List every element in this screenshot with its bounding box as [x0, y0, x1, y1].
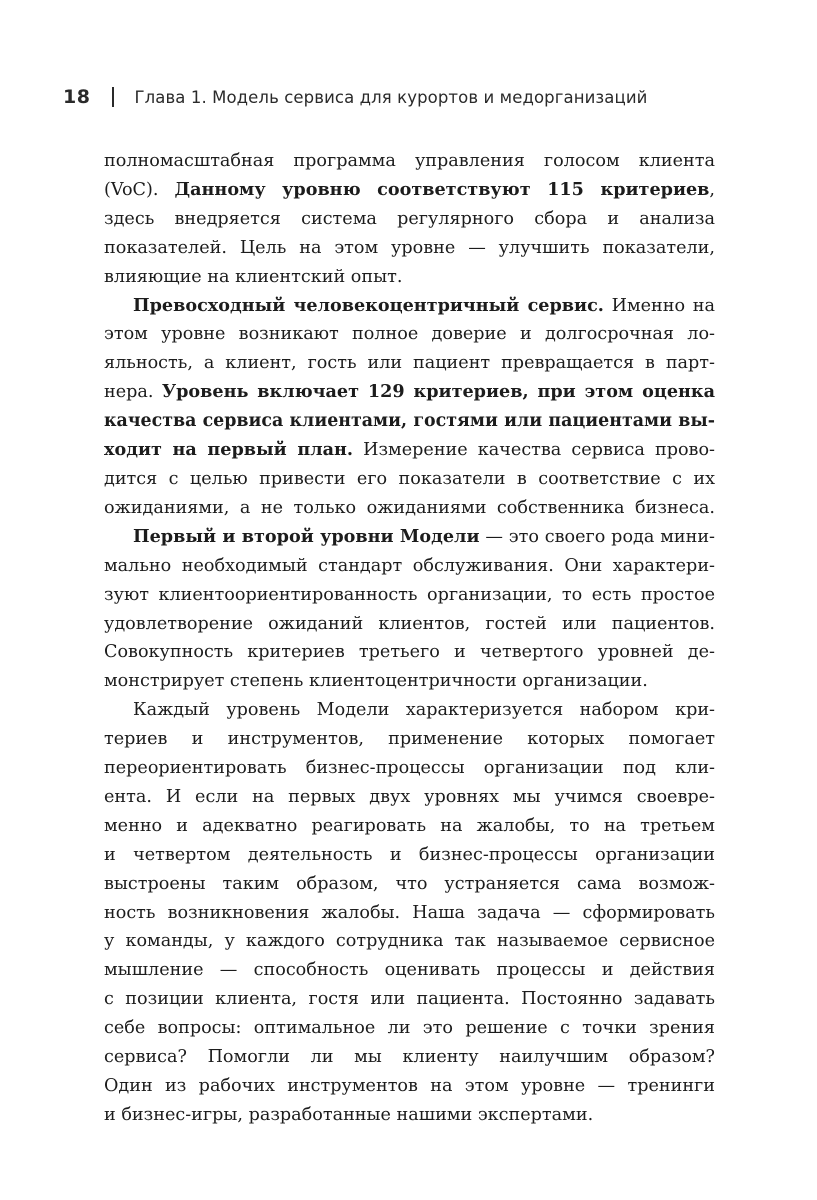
paragraph-3 — [104, 523, 715, 696]
bold-run: ходит на первый план. — [104, 439, 354, 461]
text-line: дится с целью привести его показатели в соответствие с их — [104, 468, 715, 489]
text-line: ожиданиями, а не только ожиданиями собственника бизнеса. — [104, 497, 715, 518]
text-line: влияющие на клиентский опыт. — [104, 266, 403, 287]
text-line — [104, 292, 715, 321]
text-line: переориентировать бизнес-процессы организации под кли- — [104, 758, 715, 779]
text-line: Каждый уровень Модели характеризуется набором кри- — [133, 700, 715, 721]
page-number: 18 — [63, 86, 91, 108]
text-line: менно и адекватно реагировать на жалобы, то на третьем — [104, 815, 715, 836]
text-line: ность возникновения жалобы. Наша задача — сформировать — [104, 902, 715, 923]
text-run: — это своего рода мини- — [479, 526, 715, 547]
text-line: монстрирует степень клиентоцентричности организации. — [104, 671, 648, 692]
bold-run: Данному уровню соответствуют 115 критериев — [174, 178, 710, 200]
text-line: Совокупность критериев третьего и четвертого уровней де- — [104, 642, 715, 663]
bold-run: Первый и второй уровни Модели — [133, 525, 480, 547]
text-line: себе вопросы: оптимальное ли это решение с точки зрения — [104, 1018, 715, 1039]
text-line: яльность, а клиент, гость или пациент превращается в парт- — [104, 353, 715, 374]
text-line: териев и инструментов, применение которых помогает — [104, 729, 715, 750]
text-line: ента. И если на первых двух уровнях мы учимся своевре- — [104, 786, 715, 807]
text-line: полномасштабная программа управления голосом клиента — [104, 151, 715, 171]
text-line: здесь внедряется система регулярного сбора и анализа — [104, 208, 715, 229]
paragraph-4 — [104, 696, 715, 1130]
text-line — [104, 523, 715, 552]
text-line: мально необходимый стандарт обслуживания. Они характери- — [104, 555, 715, 576]
text-line: у команды, у каждого сотрудника так называемое сервисное — [104, 931, 715, 952]
bold-run: Уровень включает 129 критериев, при этом оценка — [161, 381, 716, 403]
paragraph-1 — [104, 147, 715, 292]
text-line — [104, 436, 715, 465]
text-line: и бизнес-игры, разработанные нашими экспертами. — [104, 1104, 594, 1125]
text-line: выстроены таким образом, что устраняется сама возмож- — [104, 873, 715, 894]
text-run: (VoC). — [104, 179, 175, 200]
running-header — [63, 84, 648, 110]
chapter-title: Глава 1. Модель сервиса для курортов и медорганизаций — [134, 87, 648, 107]
text-line: показателей. Цель на этом уровне — улучшить показатели, — [104, 237, 715, 258]
body-text — [104, 147, 715, 1130]
text-run: нера. — [104, 382, 162, 403]
text-run: , — [709, 179, 715, 200]
text-line — [104, 378, 715, 407]
text-run: Измерение качества сервиса прово- — [353, 440, 716, 461]
text-line: сервиса? Помогли ли мы клиенту наилучшим образом? — [104, 1047, 715, 1068]
text-line: качества сервиса клиентами, гостями или пациентами вы- — [104, 411, 715, 432]
text-line: удовлетворение ожиданий клиентов, гостей или пациентов. — [104, 613, 715, 634]
text-line — [104, 176, 715, 205]
bold-run: Превосходный человекоцентричный сервис. — [133, 294, 604, 316]
text-run: Именно на — [603, 295, 715, 316]
text-line: Один из рабочих инструментов на этом уровне — тренинги — [104, 1076, 715, 1096]
text-line: этом уровне возникают полное доверие и долгосрочная ло- — [104, 324, 715, 345]
paragraph-2 — [104, 292, 715, 523]
text-line: мышление — способность оценивать процессы и действия — [104, 960, 715, 981]
text-line: зуют клиентоориентированность организации, то есть простое — [104, 584, 715, 605]
text-line: с позиции клиента, гостя или пациента. Постоянно задавать — [104, 989, 715, 1010]
header-divider — [112, 87, 114, 107]
text-line: и четвертом деятельность и бизнес-процессы организации — [104, 844, 715, 865]
